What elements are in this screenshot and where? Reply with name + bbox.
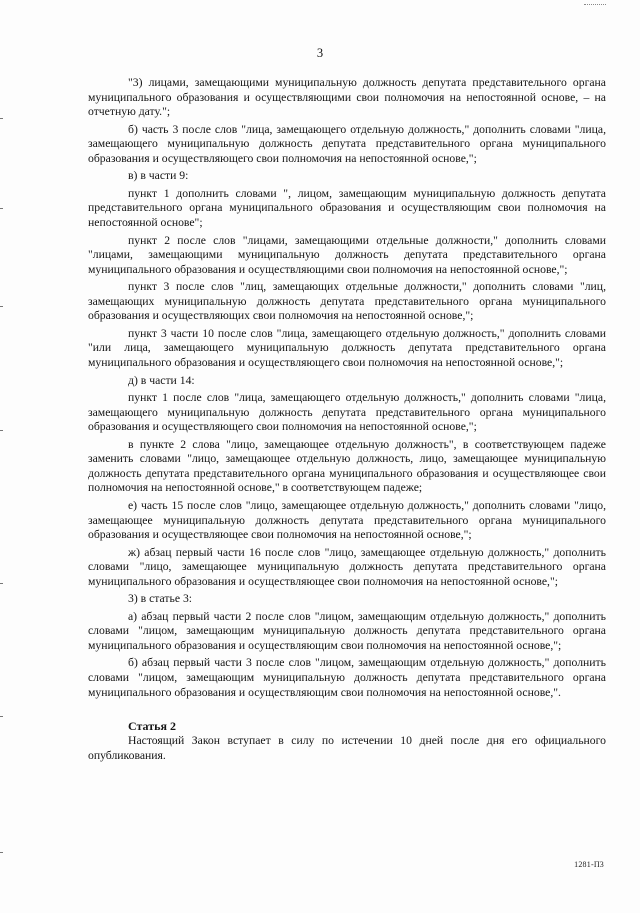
scan-corner-mark — [584, 0, 606, 5]
paragraph: пункт 2 после слов "лицами, замещающими отдельные должности," дополнить словами "лицами, замещающими муниципальную должность депутата представительного органа муниципального образования и осуществляющими свои полномочия на непостоянной основе,"; — [88, 233, 606, 276]
scan-edge-mark — [0, 208, 3, 209]
paragraph: д) в части 14: — [128, 373, 195, 387]
paragraph: в пункте 2 слова "лицо, замещающее отдельную должность", в соответствующем падеже заменить словами "лицо, замещающее отдельную должность, лицо, замещающее муниципальную должность депутата представительного органа муниципального образования и осуществляющее свои полномочия на непостоянной основе," в соответствующем падеже; — [88, 437, 606, 495]
paragraph: б) часть 3 после слов "лица, замещающего отдельную должность," дополнить словами "лица, замещающего муниципальную должность депутата представительного органа муниципального образования и осуществляющего свои полномочия на непостоянной основе,"; — [88, 122, 606, 165]
article-heading: Статья 2 — [128, 719, 176, 734]
paragraph: "3) лицами, замещающими муниципальную должность депутата представительного органа муниципального образования и осуществляющими свои полномочия на непостоянной основе, – на отчетную дату."; — [88, 76, 606, 119]
document-code: 1281-П3 — [574, 860, 604, 869]
scan-edge-mark — [0, 430, 3, 431]
scan-edge-mark — [0, 583, 3, 584]
paragraph: е) часть 15 после слов "лицо, замещающее отдельную должность," дополнить словами "лицо, замещающее муниципальную должность депутата представительного органа муниципального образования и осуществляющее свои полномочия на непостоянной основе,"; — [88, 498, 606, 542]
scan-edge-mark — [0, 716, 3, 717]
paragraph: пункт 3 части 10 после слов "лица, замещающего отдельную должность," дополнить словами "или лица, замещающего муниципальную должность депутата представительного органа муниципального образования и осуществляющего свои полномочия на непостоянной основе,"; — [88, 326, 606, 370]
document-body — [88, 76, 606, 766]
scan-edge-mark — [0, 306, 3, 307]
paragraph: б) абзац первый части 3 после слов "лицом, замещающим отдельную должность," дополнить словами "лицом, замещающим муниципальную должность депутата представительного органа муниципального образования и осуществляющим свои полномочия на непостоянной основе,". — [88, 656, 606, 699]
paragraph: ж) абзац первый части 16 после слов "лицо, замещающее отдельную должность," дополнить словами "лицо, замещающее муниципальную должность депутата представительного органа муниципального образования и осуществляющее свои полномочия на непостоянной основе,"; — [88, 545, 606, 588]
paragraph: в) в части 9: — [128, 169, 189, 183]
article-text: Настоящий Закон вступает в силу по истечении 10 дней после дня его официального опубликования. — [88, 734, 606, 762]
page-number: 3 — [316, 46, 324, 60]
paragraph: а) абзац первый части 2 после слов "лицом, замещающим отдельную должность," дополнить словами "лицом, замещающим муниципальную должность депутата представительного органа муниципального образования и осуществляющим свои полномочия на непостоянной основе,"; — [88, 609, 606, 652]
scan-edge-mark — [0, 118, 3, 119]
paragraph: пункт 3 после слов "лиц, замещающих отдельные должности," дополнить словами "лиц, замещающих муниципальную должность депутата представительного органа муниципального образования и осуществляющих свои полномочия на непостоянной основе,"; — [88, 280, 606, 323]
paragraph: пункт 1 дополнить словами ", лицом, замещающим муниципальную должность депутата представительного органа муниципального образования и осуществляющим свои полномочия на непостоянной основе"; — [88, 186, 606, 230]
paragraph: 3) в статье 3: — [128, 592, 193, 606]
scan-edge-mark — [0, 852, 3, 853]
paragraph: пункт 1 после слов "лица, замещающего отдельную должность," дополнить словами "лица, замещающего муниципальную должность депутата представительного органа муниципального образования и осуществляющего свои полномочия на непостоянной основе,"; — [88, 391, 606, 434]
